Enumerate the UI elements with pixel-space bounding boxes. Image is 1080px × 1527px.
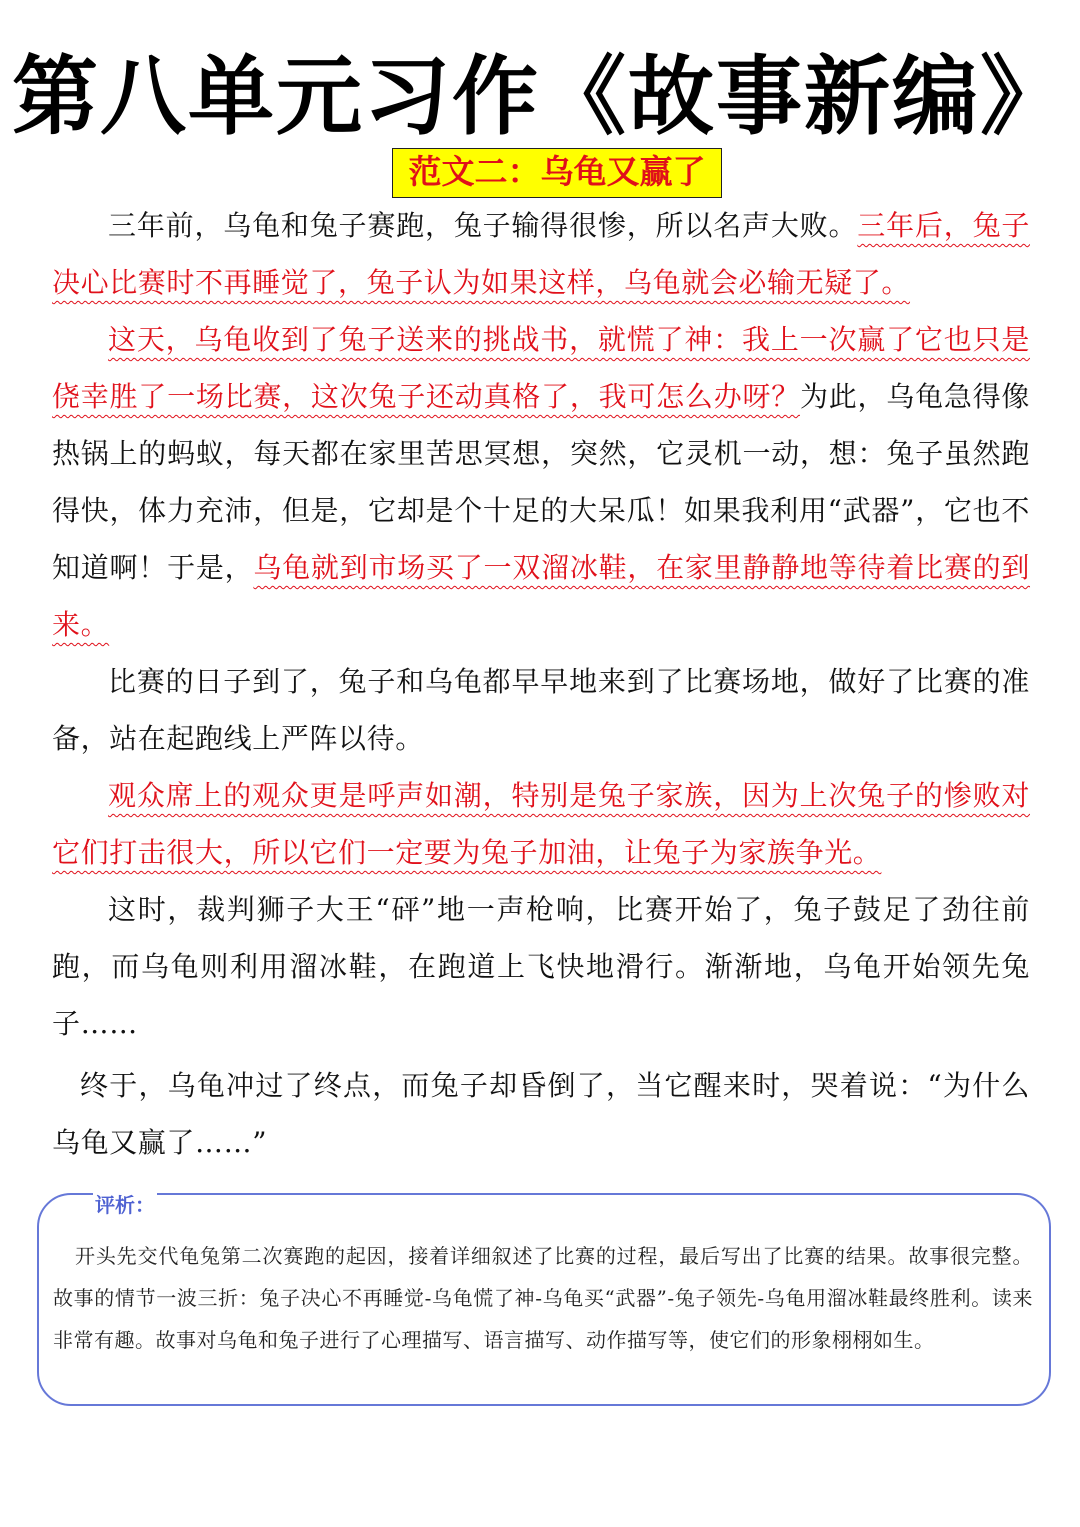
- essay-paragraph-6: 终于，乌龟冲过了终点，而兔子却昏倒了，当它醒来时，哭着说：“为什么乌龟又赢了……”: [52, 1069, 1030, 1159]
- review-label: 评析：: [93, 1190, 157, 1220]
- essay-paragraph-3: 比赛的日子到了，兔子和乌龟都早早地来到了比赛场地，做好了比赛的准备，站在起跑线上严阵以待。: [52, 665, 1030, 755]
- essay-paragraph-2: [52, 311, 1030, 653]
- essay-paragraph-2-highlight-1: 这天，乌龟收到了兔子送来的挑战书，就慌了神：我上一次赢了它也只是侥幸胜了一场比赛，这次兔子还动真格了，我可怎么办呀？: [52, 323, 1030, 413]
- essay-paragraph-1-highlight: 三年后，兔子决心比赛时不再睡觉了，兔子认为如果这样，乌龟就会必输无疑了。: [52, 209, 1030, 299]
- essay-paragraph-1-plain: 三年前，乌龟和兔子赛跑，兔子输得很惨，所以名声大败。: [108, 209, 858, 242]
- essay-body: [52, 197, 1030, 1171]
- review-text: 开头先交代龟兔第二次赛跑的起因，接着详细叙述了比赛的过程，最后写出了比赛的结果。故事很完整。故事的情节一波三折：兔子决心不再睡觉-乌龟慌了神-乌龟买“武器”-兔子领先-乌龟用溜冰鞋最终胜利。读来非常有趣。故事对乌龟和兔子进行了心理描写、语言描写、动作描写等，使它们的形象栩栩如生。: [53, 1244, 1033, 1352]
- essay-paragraph-4-highlight: 观众席上的观众更是呼声如潮，特别是兔子家族，因为上次兔子的惨败对它们打击很大，所以它们一定要为兔子加油，让兔子为家族争光。: [52, 779, 1030, 869]
- essay-paragraph-2-plain: 为此，乌龟急得像热锅上的蚂蚁，每天都在家里苦思冥想，突然，它灵机一动，想：兔子虽然跑得快，体力充沛，但是，它却是个十足的大呆瓜！如果我利用“武器”，它也不知道啊！于是，: [52, 380, 1030, 584]
- essay-paragraph-4: [52, 767, 1030, 881]
- essay-paragraph-5: 这时，裁判狮子大王“砰”地一声枪响，比赛开始了，兔子鼓足了劲往前跑，而乌龟则利用溜冰鞋，在跑道上飞快地滑行。渐渐地，乌龟开始领先兔子……: [52, 893, 1030, 1040]
- document-title: 第八单元习作《故事新编》: [12, 47, 1068, 147]
- essay-paragraph-2-highlight-2: 乌龟就到市场买了一双溜冰鞋，在家里静静地等待着比赛的到来。: [52, 551, 1031, 641]
- essay-subtitle: 范文二：乌龟又赢了: [392, 148, 722, 198]
- essay-paragraph-1: [52, 197, 1030, 311]
